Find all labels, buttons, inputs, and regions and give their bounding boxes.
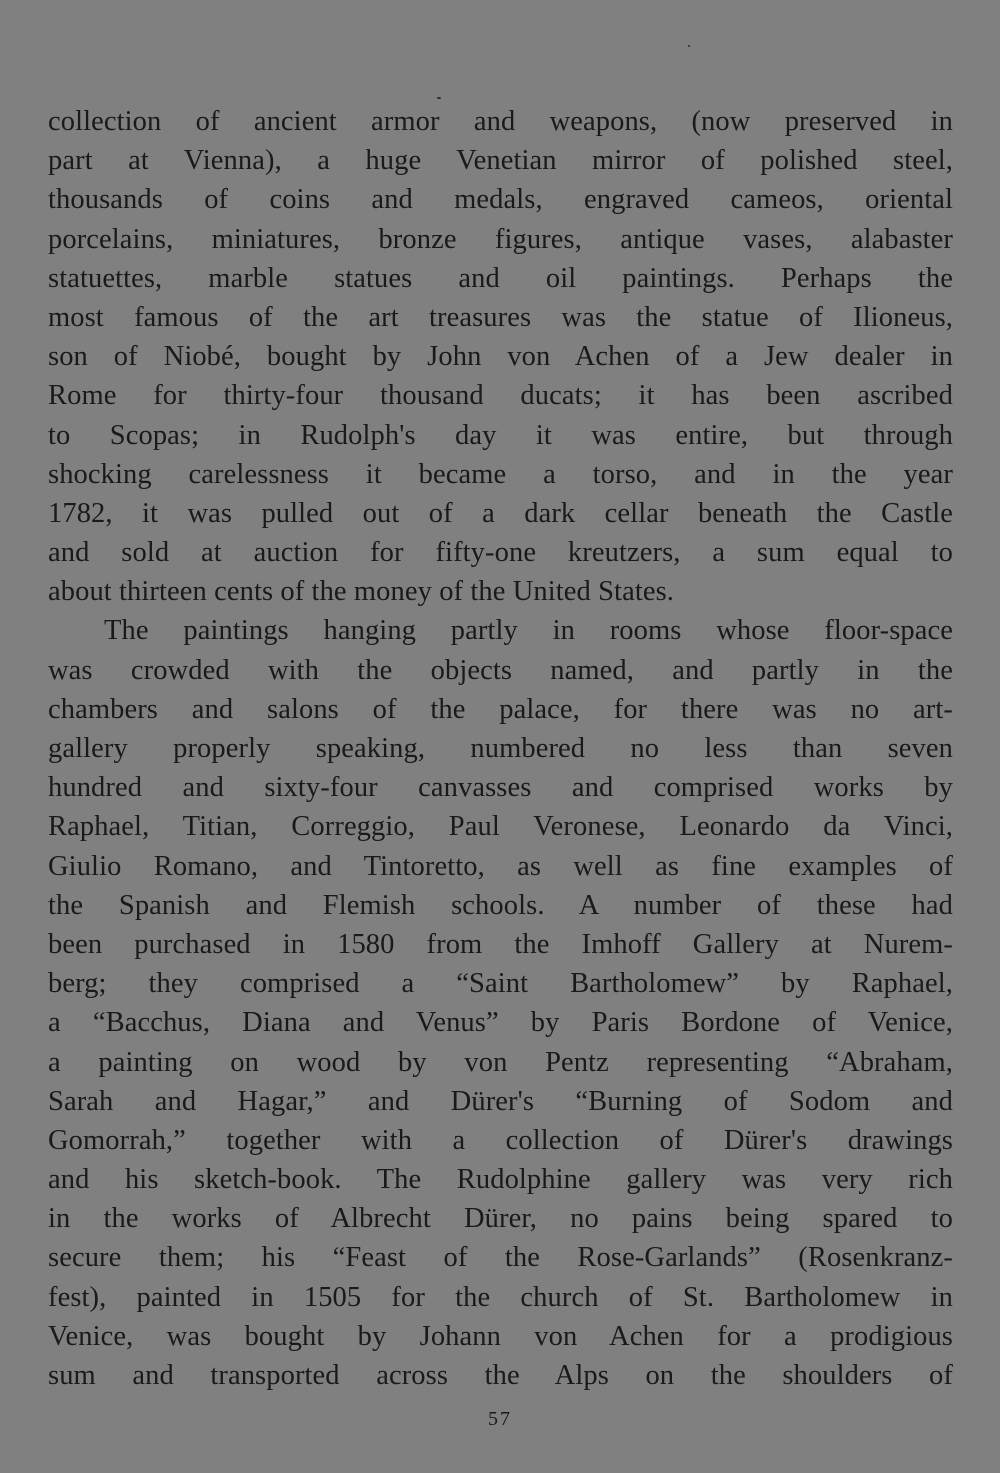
text-line: Sarah and Hagar,” and Dürer's “Burning of Sodom and	[48, 1085, 953, 1117]
text-line: Gomorrah,” together with a collection of Dürer's drawings	[48, 1124, 953, 1156]
text-line: collection of ancient armor and weapons, (now preserved in	[48, 106, 953, 137]
text-line: Giulio Romano, and Tintoretto, as well as fine examples of	[48, 850, 953, 882]
paragraph	[48, 611, 953, 1395]
text-line: fest), painted in 1505 for the church of St. Bartholomew in	[48, 1281, 953, 1313]
page-number: 57	[488, 1408, 512, 1430]
page-body	[48, 102, 953, 1395]
text-line: Rome for thirty-four thousand ducats; it has been ascribed	[48, 380, 953, 412]
text-line: Raphael, Titian, Correggio, Paul Veronese, Leonardo da Vinci,	[48, 811, 953, 843]
text-line: most famous of the art treasures was the statue of Ilioneus,	[48, 301, 953, 333]
text-line: thousands of coins and medals, engraved cameos, oriental	[48, 184, 953, 216]
text-line: and sold at auction for fifty-one kreutzers, a sum equal to	[48, 537, 953, 569]
text-line: shocking carelessness it became a torso, and in the year	[48, 458, 953, 490]
text-line: hundred and sixty-four canvasses and comprised works by	[48, 772, 953, 804]
text-line: The paintings hanging partly in rooms whose floor-space	[104, 615, 953, 647]
paragraph	[48, 102, 953, 611]
text-line: to Scopas; in Rudolph's day it was entire, but through	[48, 419, 953, 451]
dust-speck	[688, 45, 690, 47]
text-line: and his sketch-book. The Rudolphine gallery was very rich	[48, 1164, 953, 1196]
text-line: sum and transported across the Alps on the shoulders of	[48, 1360, 953, 1391]
text-line: in the works of Albrecht Dürer, no pains being spared to	[48, 1203, 953, 1235]
text-line: was crowded with the objects named, and partly in the	[48, 654, 953, 686]
text-line: porcelains, miniatures, bronze figures, antique vases, alabaster	[48, 223, 953, 255]
text-line: berg; they comprised a “Saint Bartholomew” by Raphael,	[48, 968, 953, 1000]
text-line: son of Niobé, bought by John von Achen of a Jew dealer in	[48, 341, 953, 373]
text-line: a painting on wood by von Pentz representing “Abraham,	[48, 1046, 953, 1078]
dust-speck	[437, 97, 441, 99]
text-line: secure them; his “Feast of the Rose-Garlands” (Rosenkranz-	[48, 1242, 953, 1274]
text-line: 1782, it was pulled out of a dark cellar beneath the Castle	[48, 497, 953, 529]
text-line: the Spanish and Flemish schools. A number of these had	[48, 889, 953, 921]
text-line: been purchased in 1580 from the Imhoff Gallery at Nurem-	[48, 928, 953, 960]
text-line: gallery properly speaking, numbered no less than seven	[48, 733, 953, 764]
text-line: part at Vienna), a huge Venetian mirror of polished steel,	[48, 145, 953, 177]
text-line: statuettes, marble statues and oil paintings. Perhaps the	[48, 262, 953, 294]
text-line: Venice, was bought by Johann von Achen for a prodigious	[48, 1320, 953, 1352]
text-line: chambers and salons of the palace, for there was no art-	[48, 693, 953, 725]
text-line: a “Bacchus, Diana and Venus” by Paris Bordone of Venice,	[48, 1007, 953, 1039]
text-line: about thirteen cents of the money of the United States.	[48, 576, 675, 608]
